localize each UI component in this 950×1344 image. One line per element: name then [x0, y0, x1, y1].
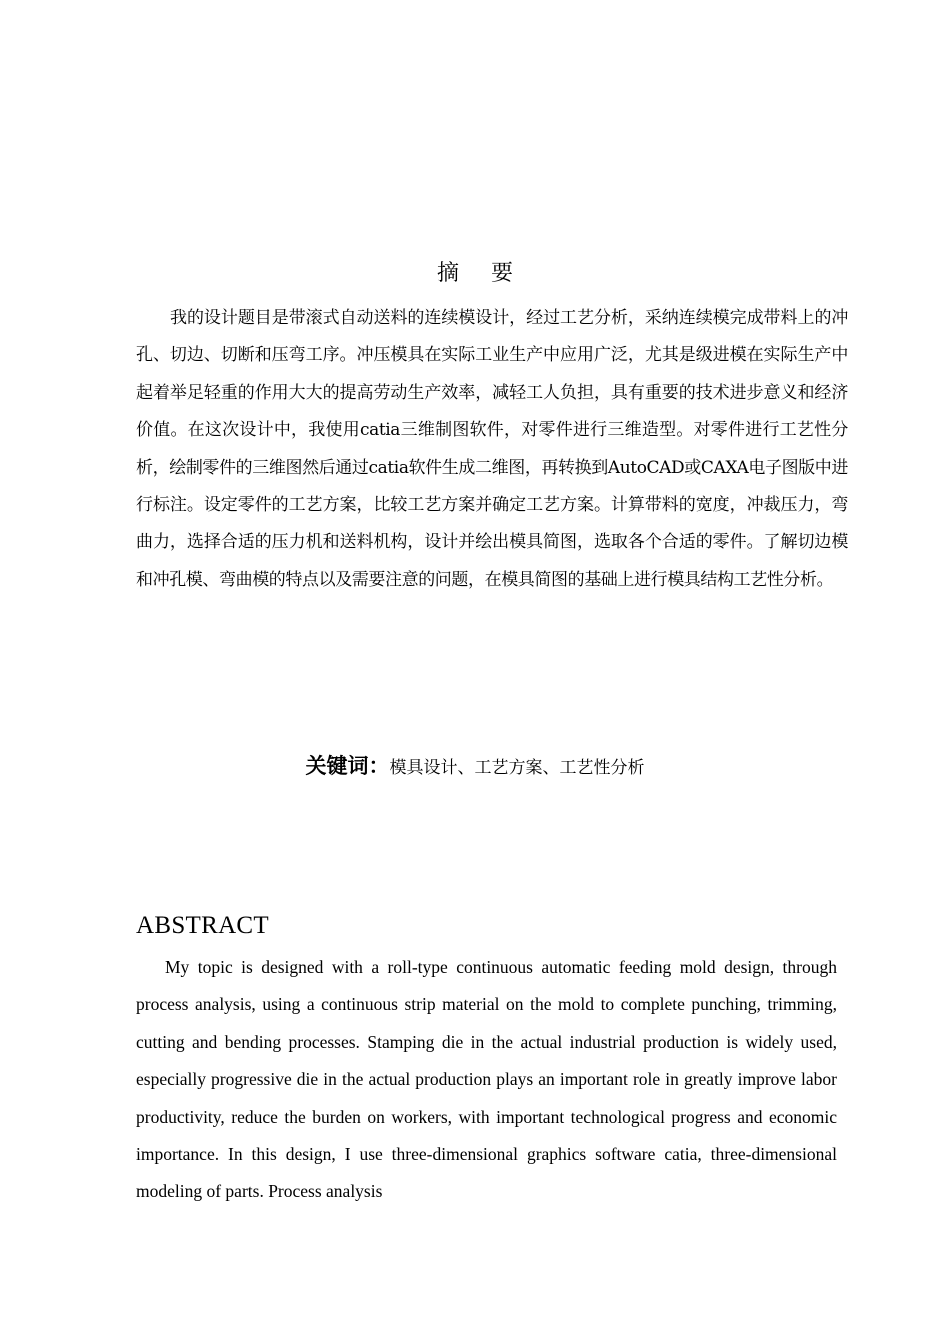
english-abstract-title: ABSTRACT [136, 912, 269, 939]
chinese-title-char-1: 摘 [436, 261, 459, 286]
english-abstract-body: My topic is designed with a roll-type continuous automatic feeding mold design, through process analysis, using a continuous strip material on the mold to complete punching, trimming, cutting and bending processes. Stamping die in the actual industrial production is widely used, especially progressive die in the actual production plays an important role in greatly improve labor productivity, reduce the burden on workers, with important technological progress and economic importance. In this design, I use three-dimensional graphics software catia, three-dimensional modeling of parts. Process analysis [136, 957, 837, 1202]
chinese-abstract-title [0, 256, 950, 287]
chinese-abstract-body: 我的设计题目是带滚式自动送料的连续模设计，经过工艺分析，采纳连续模完成带料上的冲孔、切边、切断和压弯工序。冲压模具在实际工业生产中应用广泛，尤其是级进模在实际生产中起着举足轻重的作用大大的提高劳动生产效率，减轻工人负担，具有重要的技术进步意义和经济价值。在这次设计中，我使用catia三维制图软件，对零件进行三维造型。对零件进行工艺性分析，绘制零件的三维图然后通过catia软件生成二维图，再转换到AutoCAD或CAXA电子图版中进行标注。设定零件的工艺方案，比较工艺方案并确定工艺方案。计算带料的宽度，冲裁压力，弯曲力，选择合适的压力机和送料机构，设计并绘出模具简图，选取各个合适的零件。了解切边模和冲孔模、弯曲模的特点以及需要注意的问题，在模具简图的基础上进行模具结构工艺性分析。 [136, 308, 848, 590]
chinese-keywords [0, 750, 950, 780]
chinese-title-char-2: 要 [491, 261, 514, 286]
keywords-label: 关键词： [305, 754, 390, 778]
keywords-text: 模具设计、工艺方案、工艺性分析 [389, 758, 645, 778]
